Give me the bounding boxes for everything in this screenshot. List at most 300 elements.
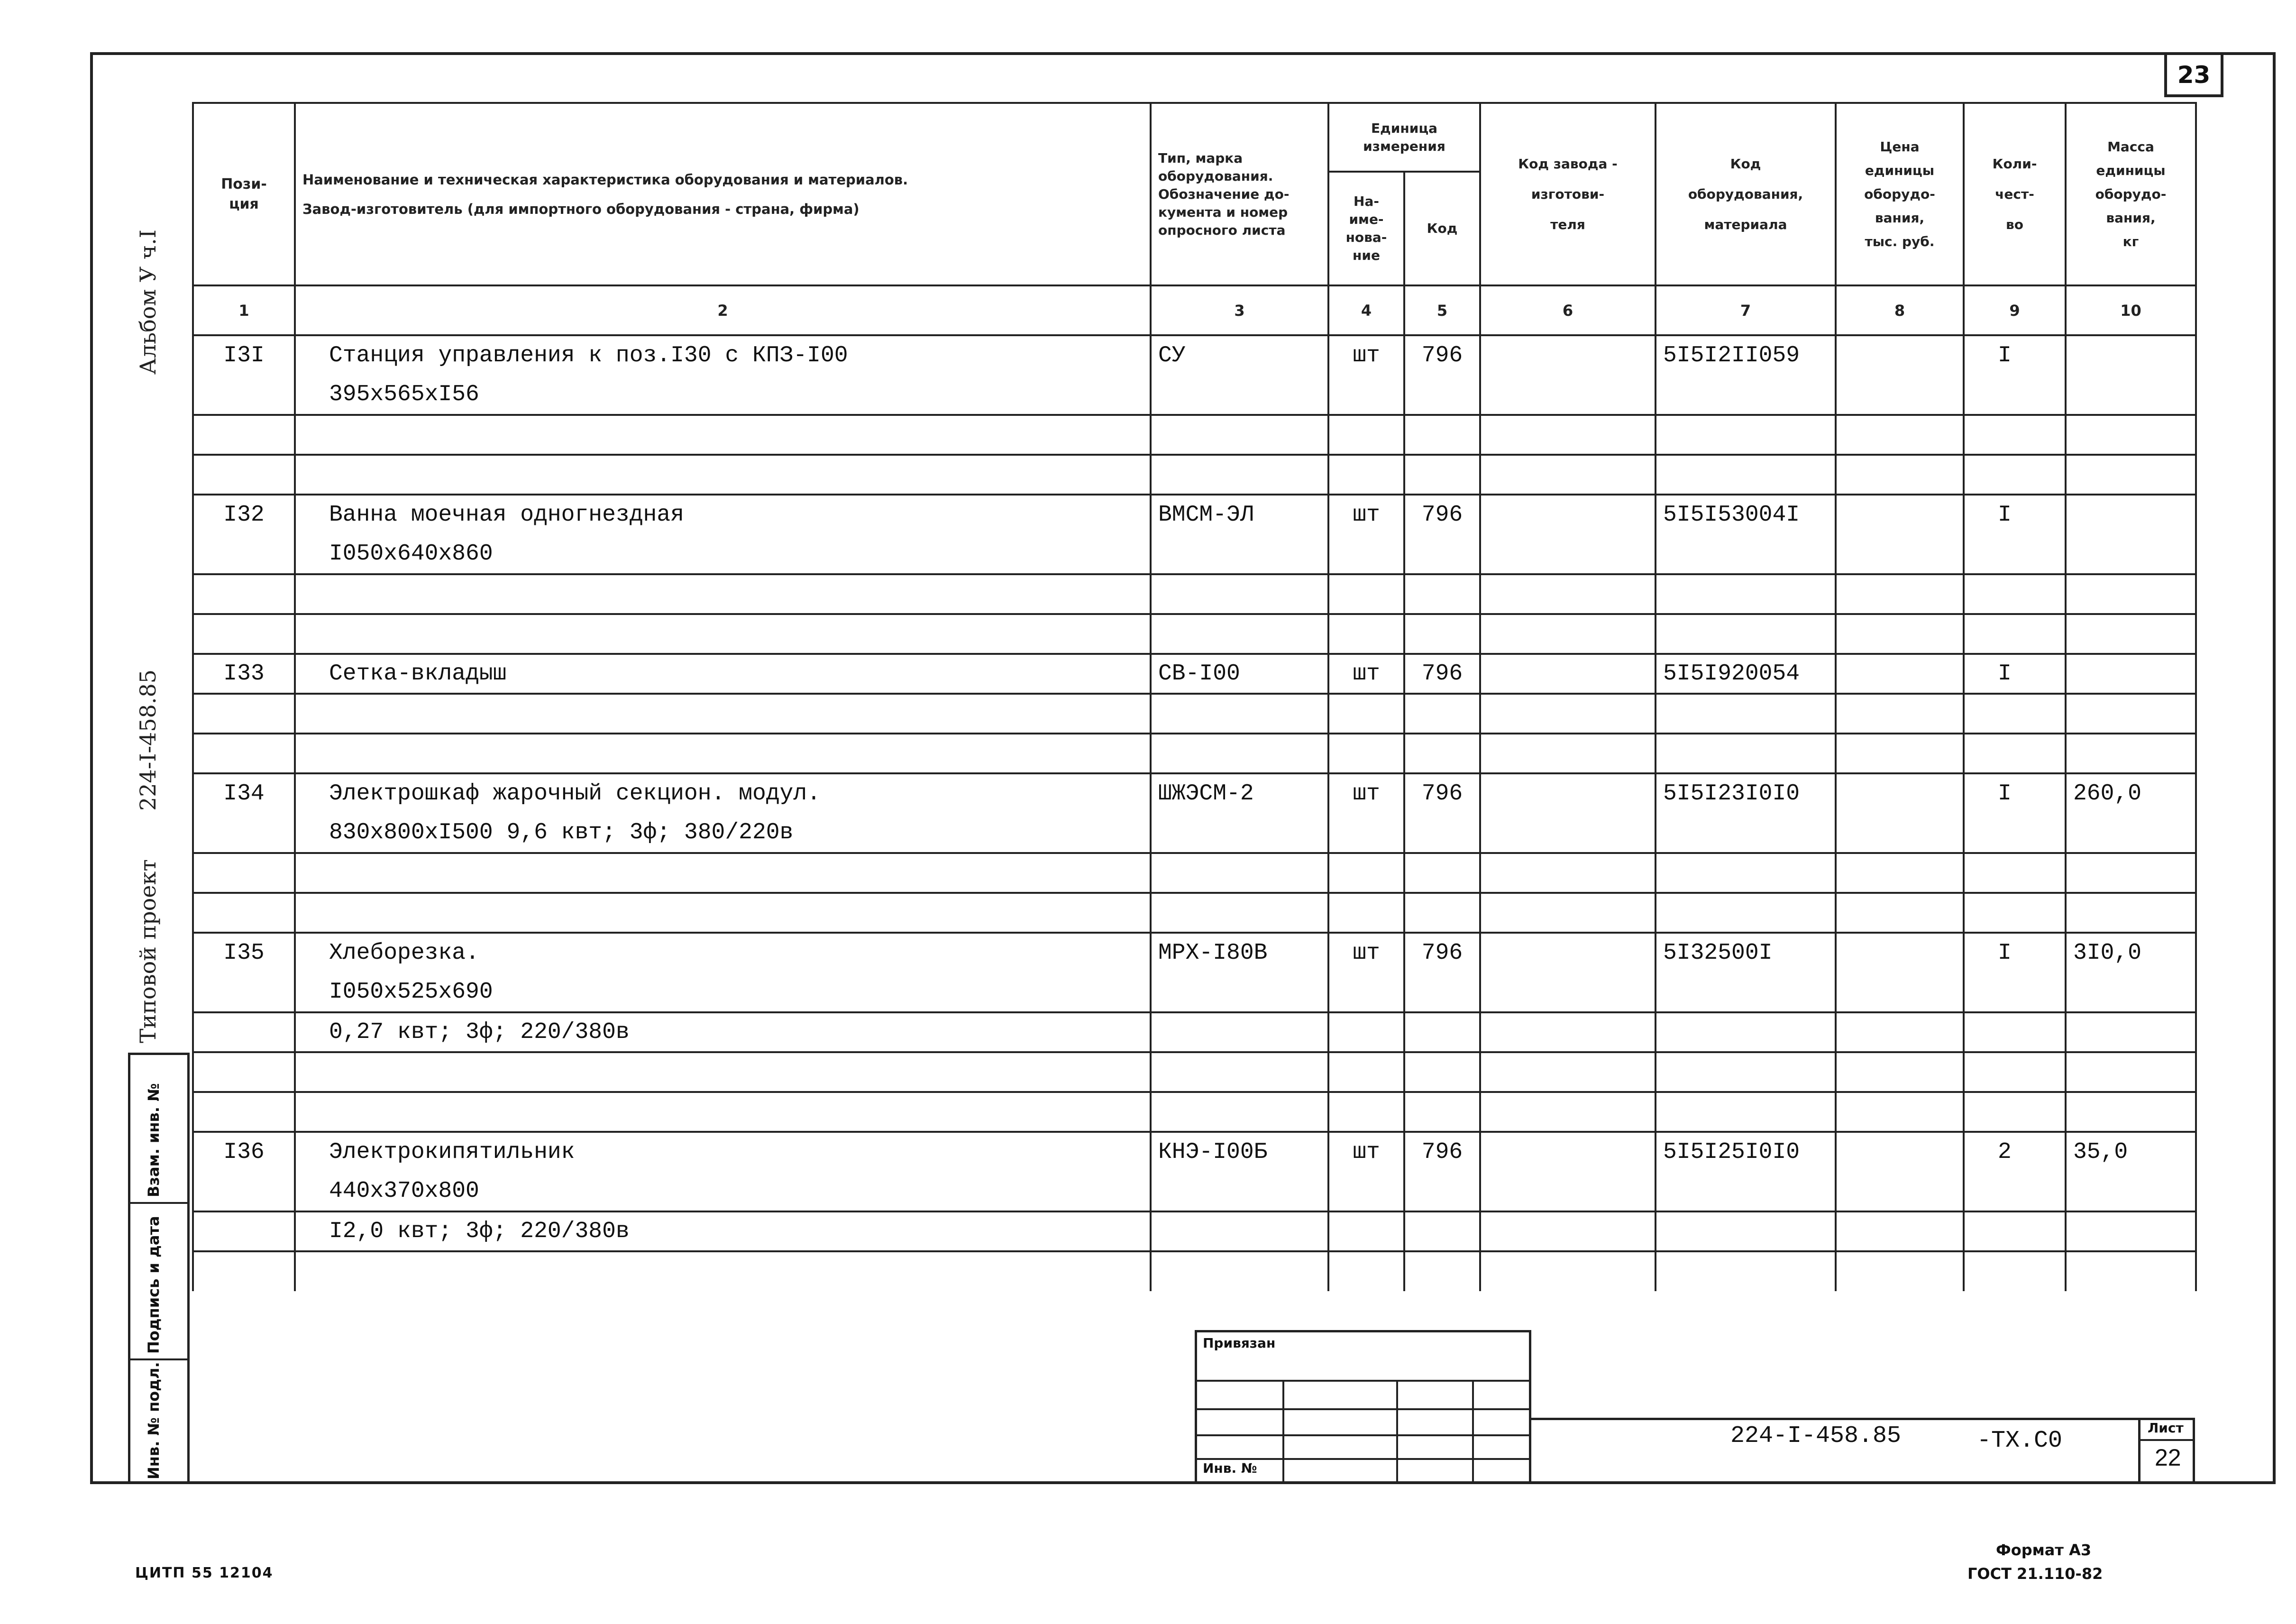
- cell-type: МРХ-I80В: [1151, 933, 1328, 973]
- header-name: [295, 103, 1151, 285]
- cell-mass: [2066, 1012, 2196, 1052]
- cell-position: [193, 853, 295, 893]
- cell-price: [1836, 654, 1964, 694]
- side-inv-label: Инв. № подл.: [145, 1362, 163, 1479]
- cell-type: [1151, 1012, 1328, 1052]
- cell-name: Электрокипятильник: [295, 1132, 1151, 1172]
- cell-type: [1151, 1172, 1328, 1211]
- cell-type: [1151, 1092, 1328, 1132]
- cell-unit: [1328, 534, 1404, 574]
- cell-price: [1836, 813, 1964, 853]
- table-row: [193, 813, 2196, 853]
- cell-equipment-code: 5I5I920054: [1656, 654, 1836, 694]
- cell-quantity: [1964, 813, 2066, 853]
- header-factory-code: Код завода - изготови- теля: [1480, 103, 1656, 285]
- cell-name: Хлеборезка.: [295, 933, 1151, 973]
- cell-name: [295, 853, 1151, 893]
- cell-mass: [2066, 1251, 2196, 1291]
- table-row: [193, 335, 2196, 375]
- footer-cipt-code: ЦИТП 55 12104: [135, 1565, 274, 1581]
- cell-type: КНЭ-I00Б: [1151, 1132, 1328, 1172]
- cell-type: [1151, 455, 1328, 495]
- cell-mass: [2066, 614, 2196, 654]
- cell-factory-code: [1480, 813, 1656, 853]
- title-block-top-line: [1531, 1418, 2138, 1420]
- cell-type: [1151, 853, 1328, 893]
- column-number: 4: [1328, 285, 1404, 335]
- cell-quantity: I: [1964, 933, 2066, 973]
- cell-equipment-code: [1656, 375, 1836, 415]
- cell-unit-code: [1404, 614, 1480, 654]
- table-row: [193, 1211, 2196, 1251]
- table-row: [193, 1052, 2196, 1092]
- cell-equipment-code: [1656, 455, 1836, 495]
- cell-factory-code: [1480, 1132, 1656, 1172]
- cell-position: [193, 973, 295, 1012]
- cell-unit-code: 796: [1404, 654, 1480, 694]
- cell-factory-code: [1480, 574, 1656, 614]
- header-name-line2: Завод-изготовитель (для импортного оборудования - страна, фирма): [302, 201, 860, 217]
- side-podpis-label: Подпись и дата: [145, 1216, 163, 1354]
- cell-price: [1836, 973, 1964, 1012]
- cell-position: [193, 1251, 295, 1291]
- cell-quantity: [1964, 853, 2066, 893]
- cell-unit: [1328, 1092, 1404, 1132]
- cell-unit: [1328, 813, 1404, 853]
- cell-unit: [1328, 853, 1404, 893]
- footer-format: Формат А3: [1996, 1541, 2092, 1559]
- cell-unit: [1328, 455, 1404, 495]
- cell-unit-code: 796: [1404, 495, 1480, 534]
- header-unit-group: Единица измерения: [1328, 103, 1480, 172]
- cell-unit-code: [1404, 1092, 1480, 1132]
- cell-equipment-code: [1656, 1172, 1836, 1211]
- cell-quantity: I: [1964, 495, 2066, 534]
- cell-unit: шт: [1328, 1132, 1404, 1172]
- table-row: [193, 574, 2196, 614]
- cell-factory-code: [1480, 973, 1656, 1012]
- header-position: Пози- ция: [193, 103, 295, 285]
- cell-mass: 260,0: [2066, 773, 2196, 813]
- side-cell-podpis: [130, 1202, 187, 1358]
- cell-factory-code: [1480, 893, 1656, 933]
- cell-factory-code: [1480, 654, 1656, 694]
- stamp-privyazan-label: Привязан: [1203, 1335, 1276, 1351]
- cell-price: [1836, 614, 1964, 654]
- cell-unit-code: [1404, 813, 1480, 853]
- cell-price: [1836, 1172, 1964, 1211]
- column-number: 7: [1656, 285, 1836, 335]
- cell-position: [193, 415, 295, 455]
- cell-factory-code: [1480, 1052, 1656, 1092]
- cell-name: 440х370х800: [295, 1172, 1151, 1211]
- column-number: 6: [1480, 285, 1656, 335]
- cell-unit: [1328, 734, 1404, 773]
- cell-type: [1151, 1052, 1328, 1092]
- column-number-row: [193, 285, 2196, 335]
- cell-name: Ванна моечная одногнездная: [295, 495, 1151, 534]
- cell-factory-code: [1480, 1211, 1656, 1251]
- cell-unit: шт: [1328, 495, 1404, 534]
- cell-mass: [2066, 734, 2196, 773]
- cell-position: [193, 455, 295, 495]
- cell-mass: [2066, 1092, 2196, 1132]
- cell-equipment-code: [1656, 574, 1836, 614]
- cell-factory-code: [1480, 495, 1656, 534]
- cell-equipment-code: [1656, 1092, 1836, 1132]
- cell-price: [1836, 1092, 1964, 1132]
- cell-quantity: [1964, 1172, 2066, 1211]
- cell-type: [1151, 694, 1328, 734]
- cell-unit: [1328, 1052, 1404, 1092]
- cell-quantity: [1964, 375, 2066, 415]
- cell-name: I2,0 квт; 3ф; 220/380в: [295, 1211, 1151, 1251]
- table-row: [193, 853, 2196, 893]
- cell-equipment-code: [1656, 1251, 1836, 1291]
- cell-unit: шт: [1328, 773, 1404, 813]
- cell-equipment-code: 5I5I23I0I0: [1656, 773, 1836, 813]
- table-row: [193, 893, 2196, 933]
- column-number: 9: [1964, 285, 2066, 335]
- cell-unit-code: [1404, 694, 1480, 734]
- equipment-spec-table: [192, 102, 2197, 1291]
- header-name-line1: Наименование и техническая характеристика оборудования и материалов.: [302, 171, 908, 188]
- cell-equipment-code: [1656, 1052, 1836, 1092]
- margin-project-label: Типовой проект: [135, 859, 161, 1043]
- cell-unit: [1328, 973, 1404, 1012]
- table-row: [193, 1092, 2196, 1132]
- header-unit-code: Код: [1404, 172, 1480, 285]
- cell-quantity: [1964, 614, 2066, 654]
- table-row: [193, 375, 2196, 415]
- cell-unit: шт: [1328, 933, 1404, 973]
- table-row: [193, 455, 2196, 495]
- cell-price: [1836, 1132, 1964, 1172]
- cell-mass: [2066, 813, 2196, 853]
- cell-mass: [2066, 893, 2196, 933]
- cell-position: [193, 1092, 295, 1132]
- table-row: [193, 1172, 2196, 1211]
- cell-name: [295, 415, 1151, 455]
- document-suffix: -ТХ.С0: [1977, 1427, 2063, 1454]
- cell-position: I35: [193, 933, 295, 973]
- cell-unit-code: [1404, 973, 1480, 1012]
- cell-quantity: [1964, 1012, 2066, 1052]
- header-price: Цена единицы оборудо- вания, тыс. руб.: [1836, 103, 1964, 285]
- cell-mass: 35,0: [2066, 1132, 2196, 1172]
- document-code: 224-I-458.85: [1730, 1422, 1902, 1450]
- cell-position: [193, 1172, 295, 1211]
- stamp-inv-label: Инв. №: [1203, 1460, 1257, 1476]
- cell-mass: [2066, 654, 2196, 694]
- cell-price: [1836, 734, 1964, 773]
- cell-price: [1836, 415, 1964, 455]
- cell-quantity: I: [1964, 654, 2066, 694]
- cell-position: [193, 734, 295, 773]
- cell-type: [1151, 893, 1328, 933]
- table-row: [193, 654, 2196, 694]
- cell-name: I050х525х690: [295, 973, 1151, 1012]
- cell-factory-code: [1480, 933, 1656, 973]
- side-vzam-label: Взам. инв. №: [145, 1083, 163, 1197]
- header-equipment-code: Код оборудования, материала: [1656, 103, 1836, 285]
- table-row: [193, 694, 2196, 734]
- cell-factory-code: [1480, 734, 1656, 773]
- cell-position: I34: [193, 773, 295, 813]
- cell-quantity: I: [1964, 335, 2066, 375]
- cell-name: [295, 694, 1151, 734]
- cell-mass: [2066, 375, 2196, 415]
- cell-quantity: [1964, 734, 2066, 773]
- cell-factory-code: [1480, 455, 1656, 495]
- cell-price: [1836, 694, 1964, 734]
- cell-name: [295, 734, 1151, 773]
- sheet-number: 22: [2155, 1444, 2181, 1471]
- table-row: [193, 933, 2196, 973]
- cell-factory-code: [1480, 1172, 1656, 1211]
- cell-factory-code: [1480, 614, 1656, 654]
- cell-unit: [1328, 375, 1404, 415]
- cell-unit-code: [1404, 455, 1480, 495]
- cell-unit: [1328, 614, 1404, 654]
- cell-quantity: [1964, 455, 2066, 495]
- side-cell-vzam: [130, 1055, 187, 1202]
- margin-album-label: Альбом У ч.I: [135, 229, 161, 375]
- cell-unit-code: 796: [1404, 335, 1480, 375]
- cell-type: [1151, 574, 1328, 614]
- cell-factory-code: [1480, 534, 1656, 574]
- footer-gost: ГОСТ 21.110-82: [1967, 1565, 2103, 1583]
- cell-position: I33: [193, 654, 295, 694]
- cell-unit-code: [1404, 574, 1480, 614]
- cell-position: [193, 614, 295, 654]
- table-row: [193, 495, 2196, 534]
- cell-price: [1836, 455, 1964, 495]
- table-row: [193, 534, 2196, 574]
- cell-type: СВ-I00: [1151, 654, 1328, 694]
- table-row: [193, 734, 2196, 773]
- cell-name: [295, 1092, 1151, 1132]
- cell-factory-code: [1480, 335, 1656, 375]
- cell-type: [1151, 973, 1328, 1012]
- cell-equipment-code: 5I5I2II059: [1656, 335, 1836, 375]
- cell-name: [295, 614, 1151, 654]
- cell-type: [1151, 534, 1328, 574]
- cell-mass: [2066, 853, 2196, 893]
- cell-factory-code: [1480, 694, 1656, 734]
- cell-factory-code: [1480, 773, 1656, 813]
- cell-price: [1836, 534, 1964, 574]
- cell-type: [1151, 415, 1328, 455]
- cell-position: [193, 534, 295, 574]
- cell-type: [1151, 375, 1328, 415]
- header-type: Тип, марка оборудования. Обозначение до- кумента и номер опросного листа: [1151, 103, 1328, 285]
- cell-price: [1836, 1012, 1964, 1052]
- cell-unit: [1328, 574, 1404, 614]
- cell-quantity: [1964, 415, 2066, 455]
- spec-body: [193, 335, 2196, 1291]
- table-row: [193, 415, 2196, 455]
- table-row: [193, 1132, 2196, 1172]
- cell-name: Сетка-вкладыш: [295, 654, 1151, 694]
- column-number: 2: [295, 285, 1151, 335]
- cell-position: [193, 1211, 295, 1251]
- cell-unit-code: [1404, 1251, 1480, 1291]
- cell-type: [1151, 734, 1328, 773]
- cell-price: [1836, 773, 1964, 813]
- cell-mass: [2066, 495, 2196, 534]
- cell-unit: шт: [1328, 335, 1404, 375]
- cell-mass: [2066, 335, 2196, 375]
- cell-name: [295, 1052, 1151, 1092]
- table-row: [193, 614, 2196, 654]
- cell-position: I36: [193, 1132, 295, 1172]
- cell-unit-code: [1404, 853, 1480, 893]
- cell-unit-code: [1404, 893, 1480, 933]
- cell-unit: [1328, 415, 1404, 455]
- cell-type: [1151, 614, 1328, 654]
- cell-position: [193, 375, 295, 415]
- cell-price: [1836, 375, 1964, 415]
- cell-position: I32: [193, 495, 295, 534]
- cell-unit-code: 796: [1404, 933, 1480, 973]
- cell-quantity: [1964, 1251, 2066, 1291]
- cell-equipment-code: [1656, 534, 1836, 574]
- cell-price: [1836, 1251, 1964, 1291]
- cell-quantity: [1964, 1211, 2066, 1251]
- sheet-number-divider: [2138, 1439, 2195, 1441]
- margin-code-label: 224-I-458.85: [135, 669, 161, 811]
- cell-factory-code: [1480, 1012, 1656, 1052]
- cell-equipment-code: [1656, 973, 1836, 1012]
- header-mass: Масса единицы оборудо- вания, кг: [2066, 103, 2196, 285]
- cell-equipment-code: [1656, 853, 1836, 893]
- cell-quantity: I: [1964, 773, 2066, 813]
- cell-mass: [2066, 534, 2196, 574]
- cell-name: I050х640х860: [295, 534, 1151, 574]
- cell-unit-code: [1404, 415, 1480, 455]
- column-number: 5: [1404, 285, 1480, 335]
- cell-mass: [2066, 973, 2196, 1012]
- cell-unit-code: [1404, 1211, 1480, 1251]
- cell-quantity: [1964, 1092, 2066, 1132]
- cell-mass: [2066, 1052, 2196, 1092]
- cell-unit: [1328, 1012, 1404, 1052]
- cell-equipment-code: [1656, 1211, 1836, 1251]
- cell-name: [295, 455, 1151, 495]
- cell-mass: [2066, 415, 2196, 455]
- cell-position: [193, 694, 295, 734]
- cell-factory-code: [1480, 853, 1656, 893]
- cell-type: СУ: [1151, 335, 1328, 375]
- cell-equipment-code: [1656, 415, 1836, 455]
- cell-price: [1836, 933, 1964, 973]
- cell-quantity: [1964, 574, 2066, 614]
- cell-mass: [2066, 1172, 2196, 1211]
- header-quantity: Коли- чест- во: [1964, 103, 2066, 285]
- cell-name: Электрошкаф жарочный секцион. модул.: [295, 773, 1151, 813]
- cell-position: [193, 1052, 295, 1092]
- cell-quantity: [1964, 893, 2066, 933]
- binding-stamp: [1195, 1330, 1531, 1484]
- cell-unit-code: [1404, 375, 1480, 415]
- cell-equipment-code: [1656, 734, 1836, 773]
- cell-mass: 3I0,0: [2066, 933, 2196, 973]
- cell-name: 0,27 квт; 3ф; 220/380в: [295, 1012, 1151, 1052]
- cell-name: 395х565хI56: [295, 375, 1151, 415]
- cell-price: [1836, 495, 1964, 534]
- cell-unit-code: [1404, 734, 1480, 773]
- cell-type: ВМСМ-ЭЛ: [1151, 495, 1328, 534]
- cell-price: [1836, 574, 1964, 614]
- cell-type: [1151, 1211, 1328, 1251]
- cell-name: [295, 893, 1151, 933]
- cell-type: [1151, 813, 1328, 853]
- cell-position: [193, 893, 295, 933]
- cell-factory-code: [1480, 375, 1656, 415]
- cell-equipment-code: [1656, 813, 1836, 853]
- cell-position: [193, 1012, 295, 1052]
- side-approval-box: [128, 1053, 190, 1484]
- table-row: [193, 1012, 2196, 1052]
- cell-equipment-code: [1656, 893, 1836, 933]
- cell-mass: [2066, 455, 2196, 495]
- cell-position: [193, 813, 295, 853]
- cell-price: [1836, 893, 1964, 933]
- cell-name: [295, 1251, 1151, 1291]
- cell-unit: [1328, 1251, 1404, 1291]
- cell-quantity: [1964, 973, 2066, 1012]
- cell-name: 830х800хI500 9,6 квт; 3ф; 380/220в: [295, 813, 1151, 853]
- table-row: [193, 1251, 2196, 1291]
- cell-unit: [1328, 694, 1404, 734]
- cell-unit-code: [1404, 1012, 1480, 1052]
- table-row: [193, 773, 2196, 813]
- cell-equipment-code: 5I5I53004I: [1656, 495, 1836, 534]
- cell-equipment-code: [1656, 694, 1836, 734]
- cell-unit: [1328, 893, 1404, 933]
- cell-factory-code: [1480, 415, 1656, 455]
- side-cell-inv: [130, 1358, 187, 1484]
- cell-price: [1836, 1052, 1964, 1092]
- cell-position: I3I: [193, 335, 295, 375]
- cell-equipment-code: [1656, 614, 1836, 654]
- cell-price: [1836, 1211, 1964, 1251]
- cell-quantity: [1964, 534, 2066, 574]
- cell-position: [193, 574, 295, 614]
- cell-type: [1151, 1251, 1328, 1291]
- cell-quantity: [1964, 1052, 2066, 1092]
- cell-equipment-code: 5I5I25I0I0: [1656, 1132, 1836, 1172]
- column-number: 1: [193, 285, 295, 335]
- cell-factory-code: [1480, 1251, 1656, 1291]
- cell-unit-code: [1404, 1052, 1480, 1092]
- cell-unit-code: [1404, 1172, 1480, 1211]
- cell-factory-code: [1480, 1092, 1656, 1132]
- cell-unit-code: 796: [1404, 1132, 1480, 1172]
- cell-mass: [2066, 1211, 2196, 1251]
- cell-name: [295, 574, 1151, 614]
- cell-quantity: 2: [1964, 1132, 2066, 1172]
- cell-type: ШЖЭСМ-2: [1151, 773, 1328, 813]
- cell-name: Станция управления к поз.I30 с КПЗ-I00: [295, 335, 1151, 375]
- column-number: 8: [1836, 285, 1964, 335]
- cell-price: [1836, 335, 1964, 375]
- column-number: 3: [1151, 285, 1328, 335]
- cell-unit: [1328, 1172, 1404, 1211]
- cell-equipment-code: 5I32500I: [1656, 933, 1836, 973]
- cell-mass: [2066, 694, 2196, 734]
